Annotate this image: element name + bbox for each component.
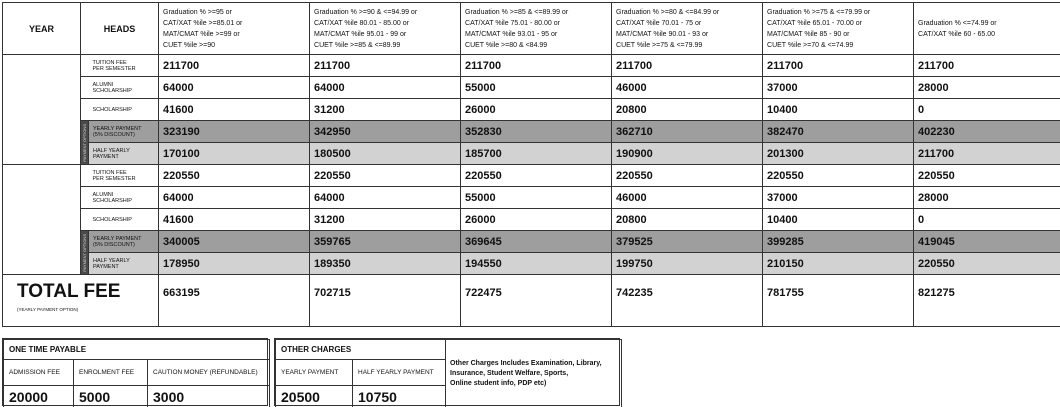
fee-value-cell: 0 (914, 99, 1060, 121)
side-spacer (81, 99, 89, 121)
fee-value-cell: 220550 (914, 165, 1060, 187)
table-row (3, 231, 1060, 253)
other-yearly-value: 20500 (276, 386, 353, 407)
admission-fee-label: ADMISSION FEE (4, 360, 74, 386)
row-head-label: SCHOLARSHIP (89, 99, 159, 121)
fee-value-cell: 10400 (763, 209, 914, 231)
table-row (3, 99, 1060, 121)
fee-value-cell: 220550 (763, 165, 914, 187)
table-row (3, 253, 1060, 275)
fee-value-cell: 37000 (763, 187, 914, 209)
row-head-label: YEARLY PAYMENT (5% DISCOUNT) (89, 121, 159, 143)
criteria-header: Graduation % >=95 or CAT/XAT %ile >=85.01 or MAT/CMAT %ile >=99 or CUET %ile >=90 (159, 3, 310, 55)
other-charges-note: Other Charges Includes Examination, Library, Insurance, Student Welfare, Sports, Online student info, PDP etc) (446, 340, 622, 407)
side-spacer (81, 55, 89, 77)
fee-value-cell: 211700 (914, 143, 1060, 165)
row-head-label: TUITION FEE PER SEMESTER (89, 165, 159, 187)
year-label: 02 (3, 165, 81, 275)
fee-value-cell: 20800 (612, 209, 763, 231)
fee-value-cell: 220550 (461, 165, 612, 187)
fee-value-cell: 220550 (310, 165, 461, 187)
fee-value-cell: 362710 (612, 121, 763, 143)
fee-value-cell: 211700 (310, 55, 461, 77)
fee-value-cell: 340005 (159, 231, 310, 253)
fee-value-cell: 382470 (763, 121, 914, 143)
enrolment-fee-label: ENROLMENT FEE (74, 360, 148, 386)
fee-value-cell: 220550 (914, 253, 1060, 275)
header-row (3, 3, 1060, 55)
row-head-label: ALUMNI SCHOLARSHIP (89, 187, 159, 209)
fee-value-cell: 199750 (612, 253, 763, 275)
side-spacer (81, 165, 89, 187)
fee-value-cell: 64000 (159, 187, 310, 209)
fee-value-cell: 26000 (461, 209, 612, 231)
one-time-payable-box (2, 338, 268, 406)
fee-value-cell: 211700 (461, 55, 612, 77)
fee-value-cell: 399285 (763, 231, 914, 253)
table-row (3, 77, 1060, 99)
total-fee-value: 781755 (763, 275, 914, 327)
fee-value-cell: 46000 (612, 77, 763, 99)
side-spacer (81, 187, 89, 209)
fee-value-cell: 41600 (159, 99, 310, 121)
caution-money-value: 3000 (148, 386, 270, 407)
table-row (3, 143, 1060, 165)
fee-value-cell: 419045 (914, 231, 1060, 253)
fee-value-cell: 190900 (612, 143, 763, 165)
fee-value-cell: 64000 (159, 77, 310, 99)
criteria-header: Graduation % <=74.99 or CAT/XAT %ile 60 - 65.00 (914, 3, 1060, 55)
fee-value-cell: 211700 (612, 55, 763, 77)
row-head-label: HALF YEARLY PAYMENT (89, 143, 159, 165)
fee-value-cell: 342950 (310, 121, 461, 143)
criteria-header: Graduation % >=85 & <=89.99 or CAT/XAT %ile 75.01 - 80.00 or MAT/CMAT %ile 93.01 - 95 or CUET %ile >=80 & <84.99 (461, 3, 612, 55)
fee-value-cell: 178950 (159, 253, 310, 275)
fee-value-cell: 20800 (612, 99, 763, 121)
total-fee-title: TOTAL FEE (17, 281, 121, 302)
fee-value-cell: 211700 (159, 55, 310, 77)
fee-value-cell: 180500 (310, 143, 461, 165)
row-head-label: TUITION FEE PER SEMESTER (89, 55, 159, 77)
other-half-yearly-label: HALF YEARLY PAYMENT (353, 360, 446, 386)
fee-value-cell: 352830 (461, 121, 612, 143)
enrolment-fee-value: 5000 (74, 386, 148, 407)
table-row (3, 165, 1060, 187)
fee-value-cell: 41600 (159, 209, 310, 231)
total-fee-subtitle: (YEARLY PAYMENT OPTION) (17, 307, 79, 312)
row-head-label: SCHOLARSHIP (89, 209, 159, 231)
one-time-title: ONE TIME PAYABLE (4, 340, 270, 360)
fee-value-cell: 323190 (159, 121, 310, 143)
heads-header: HEADS (81, 3, 159, 55)
fee-value-cell: 64000 (310, 77, 461, 99)
fee-value-cell: 26000 (461, 99, 612, 121)
fee-value-cell: 55000 (461, 77, 612, 99)
fee-value-cell: 220550 (612, 165, 763, 187)
total-row (3, 275, 1060, 327)
fee-value-cell: 211700 (914, 55, 1060, 77)
fee-value-cell: 10400 (763, 99, 914, 121)
table-row (3, 187, 1060, 209)
payment-options-side-label: PAYMENT OPTIONS (81, 231, 89, 275)
fee-value-cell: 31200 (310, 209, 461, 231)
other-half-yearly-value: 10750 (353, 386, 446, 407)
total-fee-value: 722475 (461, 275, 612, 327)
row-head-label: HALF YEARLY PAYMENT (89, 253, 159, 275)
caution-money-label: CAUTION MONEY (REFUNDABLE) (148, 360, 270, 386)
fee-value-cell: 64000 (310, 187, 461, 209)
side-spacer (81, 77, 89, 99)
table-row (3, 209, 1060, 231)
other-yearly-label: YEARLY PAYMENT (276, 360, 353, 386)
side-spacer (81, 209, 89, 231)
fee-value-cell: 0 (914, 209, 1060, 231)
fee-value-cell: 369645 (461, 231, 612, 253)
fee-value-cell: 37000 (763, 77, 914, 99)
admission-fee-value: 20000 (4, 386, 74, 407)
other-charges-title: OTHER CHARGES (276, 340, 446, 360)
table-row (3, 121, 1060, 143)
row-head-label: ALUMNI SCHOLARSHIP (89, 77, 159, 99)
row-head-label: YEARLY PAYMENT (5% DISCOUNT) (89, 231, 159, 253)
other-charges-box (274, 338, 620, 406)
total-fee-value: 821275 (914, 275, 1060, 327)
criteria-header: Graduation % >=80 & <=84.99 or CAT/XAT %ile 70.01 - 75 or MAT/CMAT %ile 90.01 - 93 or CUET %ile >=75 & <=79.99 (612, 3, 763, 55)
fee-value-cell: 185700 (461, 143, 612, 165)
fee-value-cell: 201300 (763, 143, 914, 165)
payment-options-side-label: PAYMENT OPTIONS (81, 121, 89, 165)
fee-value-cell: 46000 (612, 187, 763, 209)
total-fee-value: 663195 (159, 275, 310, 327)
fee-value-cell: 170100 (159, 143, 310, 165)
fee-value-cell: 220550 (159, 165, 310, 187)
year-header: YEAR (3, 3, 81, 55)
total-label-cell (3, 275, 159, 327)
fee-value-cell: 211700 (763, 55, 914, 77)
fee-value-cell: 189350 (310, 253, 461, 275)
fee-value-cell: 194550 (461, 253, 612, 275)
fee-value-cell: 28000 (914, 187, 1060, 209)
fee-table (2, 2, 1060, 327)
total-fee-value: 742235 (612, 275, 763, 327)
fee-value-cell: 31200 (310, 99, 461, 121)
criteria-header: Graduation % >=75 & <=79.99 or CAT/XAT %ile 65.01 - 70.00 or MAT/CMAT %ile 85 - 90 or CUET %ile >=70 & <=74.99 (763, 3, 914, 55)
criteria-header: Graduation % >=90 & <=94.99 or CAT/XAT %ile 80.01 - 85.00 or MAT/CMAT %ile 95.01 - 99 or CUET %ile >=85 & <=89.99 (310, 3, 461, 55)
table-row (3, 55, 1060, 77)
fee-value-cell: 402230 (914, 121, 1060, 143)
fee-value-cell: 210150 (763, 253, 914, 275)
total-fee-value: 702715 (310, 275, 461, 327)
fee-value-cell: 55000 (461, 187, 612, 209)
fee-value-cell: 28000 (914, 77, 1060, 99)
fee-value-cell: 359765 (310, 231, 461, 253)
year-label: 01 (3, 55, 81, 165)
fee-value-cell: 379525 (612, 231, 763, 253)
